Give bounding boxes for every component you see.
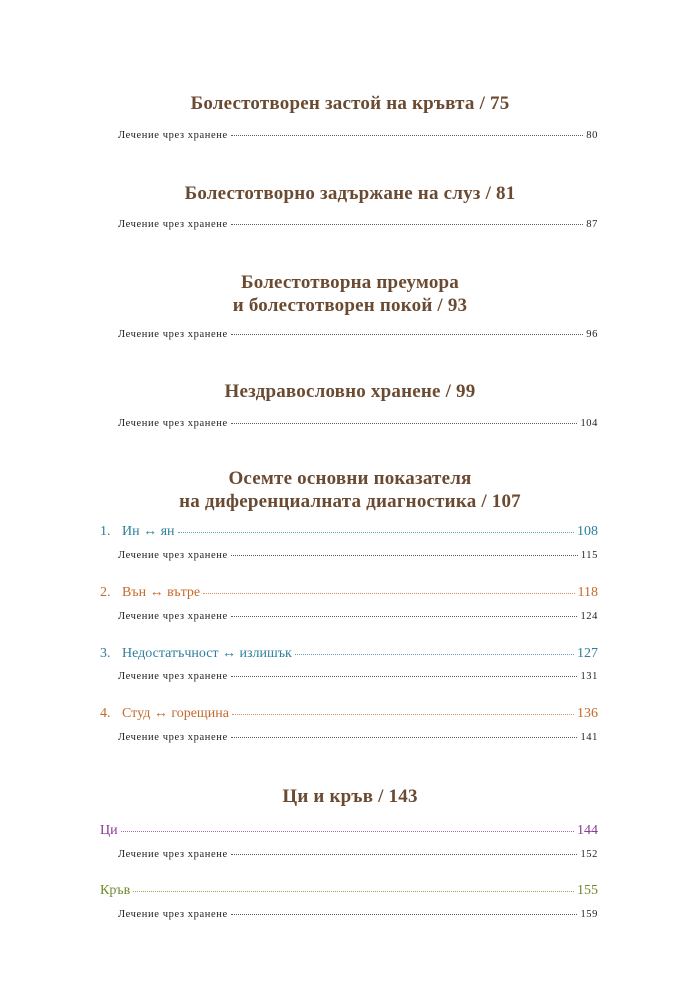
dot-leader bbox=[231, 615, 578, 617]
entry-label: Недостатъчност ↔ излишък bbox=[122, 646, 292, 661]
toc-entry-yin-yang[interactable] bbox=[100, 524, 598, 540]
entry-label: Лечение чрез хранене bbox=[118, 130, 228, 141]
entry-page: 115 bbox=[580, 550, 598, 561]
entry-page: 127 bbox=[577, 646, 598, 661]
toc-entry-blood[interactable] bbox=[100, 883, 598, 899]
dot-leader bbox=[121, 830, 574, 832]
toc-entry-cold-heat[interactable] bbox=[100, 706, 598, 722]
toc-entry[interactable] bbox=[118, 732, 598, 743]
dot-leader bbox=[231, 422, 578, 424]
entry-label: Лечение чрез хранене bbox=[118, 418, 228, 429]
entry-label: Лечение чрез хранене bbox=[118, 329, 228, 340]
toc-entry[interactable] bbox=[118, 550, 598, 561]
dot-leader bbox=[231, 223, 584, 225]
entry-page: 124 bbox=[580, 611, 598, 622]
entry-label: Ци bbox=[100, 823, 118, 838]
toc-entry-outside-inside[interactable] bbox=[100, 585, 598, 601]
toc-entry[interactable] bbox=[118, 849, 598, 860]
entry-page: 136 bbox=[577, 706, 598, 721]
toc-entry[interactable] bbox=[118, 611, 598, 622]
dot-leader bbox=[231, 554, 578, 556]
entry-page: 108 bbox=[577, 524, 598, 539]
dot-leader bbox=[231, 675, 578, 677]
entry-label: Лечение чрез хранене bbox=[118, 611, 228, 622]
entry-page: 155 bbox=[577, 883, 598, 898]
entry-page: 87 bbox=[586, 219, 598, 230]
entry-page: 152 bbox=[580, 849, 598, 860]
toc-entry-deficiency-excess[interactable] bbox=[100, 646, 598, 662]
section-title-line2: и болестотворен покой / 93 bbox=[232, 295, 468, 316]
entry-page: 104 bbox=[580, 418, 598, 429]
entry-label: Лечение чрез хранене bbox=[118, 849, 228, 860]
dot-leader bbox=[231, 913, 578, 915]
entry-number: 2. bbox=[100, 585, 111, 600]
toc-entry[interactable] bbox=[118, 219, 598, 230]
section-title: Болестотворен застой на кръвта / 75 bbox=[190, 93, 510, 114]
entry-label: Лечение чрез хранене bbox=[118, 219, 228, 230]
dot-leader bbox=[178, 531, 574, 533]
entry-label: Студ ↔ горещина bbox=[122, 706, 229, 721]
entry-page: 118 bbox=[577, 585, 598, 600]
section-title: Болестотворно задържане на слуз / 81 bbox=[184, 183, 516, 204]
toc-entry-qi[interactable] bbox=[100, 823, 598, 839]
entry-label: Лечение чрез хранене bbox=[118, 732, 228, 743]
entry-page: 141 bbox=[580, 732, 598, 743]
entry-label: Лечение чрез хранене bbox=[118, 909, 228, 920]
dot-leader bbox=[231, 736, 578, 738]
entry-number: 1. bbox=[100, 524, 111, 539]
section-title: Нездравословно хранене / 99 bbox=[224, 381, 476, 402]
section-title: Ци и кръв / 143 bbox=[282, 786, 418, 807]
toc-entry[interactable] bbox=[118, 329, 598, 340]
entry-page: 80 bbox=[586, 130, 598, 141]
entry-label: Кръв bbox=[100, 883, 131, 898]
entry-number: 4. bbox=[100, 706, 111, 721]
dot-leader bbox=[295, 653, 574, 655]
dot-leader bbox=[232, 713, 574, 715]
entry-label: Лечение чрез хранене bbox=[118, 550, 228, 561]
entry-label: Лечение чрез хранене bbox=[118, 671, 228, 682]
toc-entry[interactable] bbox=[118, 418, 598, 429]
section-title-line1: Болестотворна преумора bbox=[240, 272, 459, 293]
section-title-line1: Осемте основни показателя bbox=[228, 468, 472, 489]
entry-number: 3. bbox=[100, 646, 111, 661]
dot-leader bbox=[231, 134, 584, 136]
entry-label: Вън ↔ вътре bbox=[122, 585, 201, 600]
entry-label: Ин ↔ ян bbox=[122, 524, 175, 539]
entry-page: 159 bbox=[580, 909, 598, 920]
toc-entry[interactable] bbox=[118, 130, 598, 141]
dot-leader bbox=[231, 853, 578, 855]
dot-leader bbox=[133, 890, 574, 892]
dot-leader bbox=[203, 592, 574, 594]
toc-entry[interactable] bbox=[118, 671, 598, 682]
toc-entry[interactable] bbox=[118, 909, 598, 920]
entry-page: 131 bbox=[580, 671, 598, 682]
entry-page: 96 bbox=[586, 329, 598, 340]
entry-page: 144 bbox=[577, 823, 598, 838]
section-title-line2: на диференциалната диагностика / 107 bbox=[179, 491, 521, 512]
dot-leader bbox=[231, 333, 584, 335]
